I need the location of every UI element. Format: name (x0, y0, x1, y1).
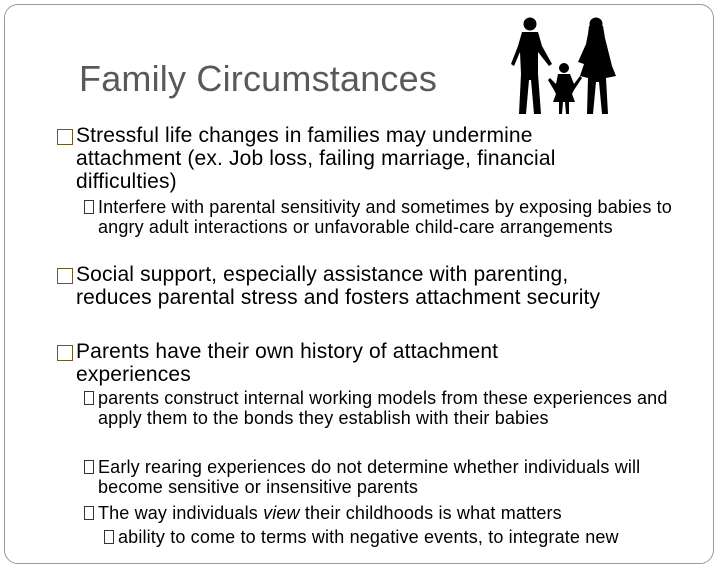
sub-bullet-3-3 (98, 503, 678, 523)
sub-bullet-marker-icon (84, 391, 94, 405)
bullet-2: Social support, especially assistance with parenting, reduces parental stress and fosters attachment security (76, 263, 601, 309)
family-silhouette-icon (508, 16, 620, 116)
sub-bullet-3-1: parents construct internal working models from these experiences and apply them to the bonds they establish with their babies (98, 388, 668, 428)
sub-bullet-3-3-emphasis: view (263, 503, 300, 523)
slide-title: Family Circumstances (79, 58, 438, 99)
bullet-marker-icon (57, 345, 73, 361)
bullet-3: Parents have their own history of attachment experiences (76, 340, 499, 386)
sub-bullet-marker-icon (84, 460, 94, 474)
sub-bullet-1-1: Interfere with parental sensitivity and sometimes by exposing babies to angry adult interactions or unfavorable child-care arrangements (98, 197, 672, 237)
sub-bullet-marker-icon (84, 200, 94, 214)
bullet-marker-icon (57, 268, 73, 284)
sub-bullet-3-4: ability to come to terms with negative events, to integrate new (118, 527, 619, 547)
sub-bullet-marker-icon (104, 530, 114, 544)
sub-bullet-marker-icon (84, 506, 94, 520)
sub-bullet-3-2: Early rearing experiences do not determine whether individuals will become sensitive or insensitive parents (98, 457, 641, 497)
sub-bullet-3-3-before: The way individuals (98, 503, 264, 523)
bullet-marker-icon (57, 129, 73, 145)
sub-bullet-3-3-after: their childhoods is what matters (299, 503, 562, 523)
bullet-1: Stressful life changes in families may undermine attachment (ex. Job loss, failing marriage, financial difficulties) (76, 124, 556, 193)
